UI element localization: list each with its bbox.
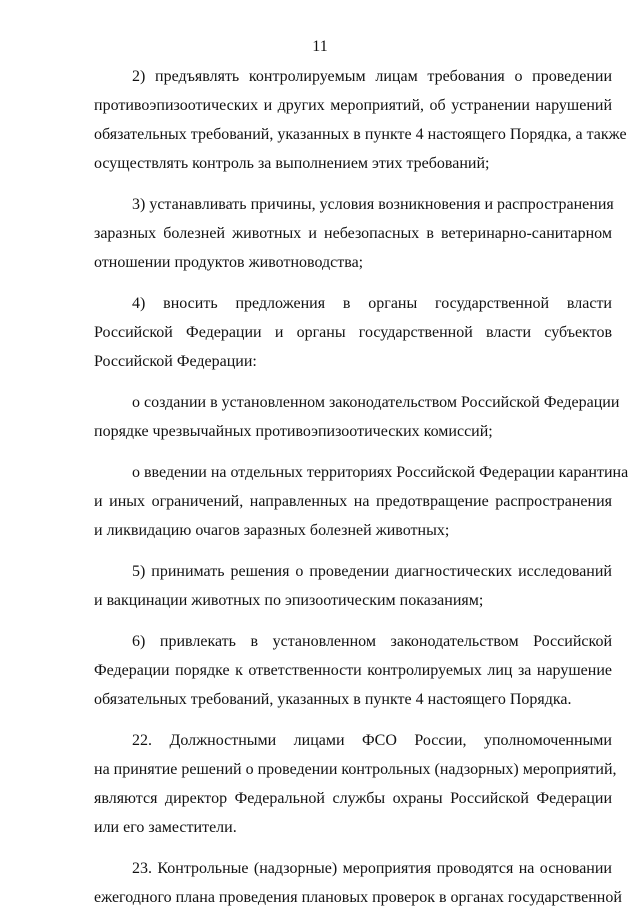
text-line: 4) вносить предложения в органы государственной власти — [132, 295, 612, 312]
page-number: 11 — [312, 38, 328, 55]
text-line: 6) привлекать в установленном законодательством Российской — [132, 633, 612, 650]
text-line: и вакцинации животных по эпизоотическим показаниям; — [94, 592, 484, 609]
text-line: противоэпизоотических и других мероприятий, об устранении нарушений — [94, 97, 612, 114]
paragraph — [94, 854, 622, 912]
paragraph — [94, 627, 612, 714]
text-line: ежегодного плана проведения плановых проверок в органах государственной — [94, 889, 622, 906]
text-line: являются директор Федеральной службы охраны Российской Федерации — [94, 790, 612, 807]
text-line: обязательных требований, указанных в пункте 4 настоящего Порядка, а также — [94, 126, 627, 143]
text-line: о создании в установленном законодательством Российской Федерации — [132, 394, 620, 411]
text-line: и ликвидацию очагов заразных болезней животных; — [94, 522, 450, 539]
paragraph — [94, 388, 620, 446]
paragraph — [94, 289, 612, 376]
paragraph — [94, 62, 627, 178]
text-line: Российской Федерации: — [94, 353, 257, 370]
text-line: Федерации порядке к ответственности контролируемых лиц за нарушение — [94, 662, 612, 679]
text-line: или его заместители. — [94, 819, 237, 836]
paragraph — [94, 557, 612, 615]
document-body — [94, 62, 629, 912]
text-line: о введении на отдельных территориях Российской Федерации карантина — [132, 464, 629, 481]
text-line: отношении продуктов животноводства; — [94, 254, 364, 271]
text-line: заразных болезней животных и небезопасных в ветеринарно-санитарном — [94, 225, 612, 242]
text-line: порядке чрезвычайных противоэпизоотических комиссий; — [94, 423, 493, 440]
text-line: и иных ограничений, направленных на предотвращение распространения — [94, 493, 612, 510]
text-line: 23. Контрольные (надзорные) мероприятия проводятся на основании — [132, 860, 612, 877]
text-line: обязательных требований, указанных в пункте 4 настоящего Порядка. — [94, 691, 572, 708]
text-line: 5) принимать решения о проведении диагностических исследований — [132, 563, 612, 580]
text-line: Российской Федерации и органы государственной власти субъектов — [94, 324, 612, 341]
text-line: осуществлять контроль за выполнением этих требований; — [94, 155, 490, 172]
paragraph — [94, 190, 612, 277]
paragraph — [94, 726, 617, 842]
text-line: 22. Должностными лицами ФСО России, уполномоченными — [132, 732, 612, 749]
text-line: на принятие решений о проведении контрольных (надзорных) мероприятий, — [94, 761, 617, 778]
paragraph — [94, 458, 629, 545]
text-line: 2) предъявлять контролируемым лицам требования о проведении — [132, 68, 612, 85]
text-line: 3) устанавливать причины, условия возникновения и распространения — [132, 196, 614, 213]
